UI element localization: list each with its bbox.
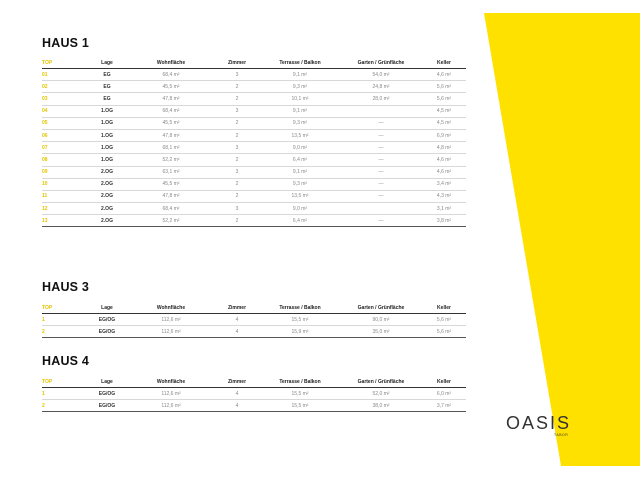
cell-lage: EG/OG xyxy=(86,400,128,412)
cell-zimmer: 3 xyxy=(214,105,260,117)
cell-garten: — xyxy=(340,117,422,129)
section-title: HAUS 3 xyxy=(42,280,90,294)
cell-garten: 90,0 m² xyxy=(340,314,422,326)
cell-top: 01 xyxy=(42,69,86,81)
cell-keller: 4,5 m² xyxy=(422,105,466,117)
cell-lage: 2.OG xyxy=(86,178,128,190)
haus-1-section xyxy=(42,36,466,227)
cell-top: 10 xyxy=(42,178,86,190)
cell-lage: 1.OG xyxy=(86,142,128,154)
haus-3-table xyxy=(42,302,466,338)
cell-keller: 5,6 m² xyxy=(422,93,466,105)
cell-keller: 5,6 m² xyxy=(422,326,466,338)
cell-lage: 2.OG xyxy=(86,215,128,227)
cell-garten xyxy=(340,105,422,117)
haus-4-section xyxy=(42,354,466,412)
cell-keller: 6,9 m² xyxy=(422,129,466,141)
haus-3-section xyxy=(42,280,466,338)
column-header-garten: Garten / Grünfläche xyxy=(340,376,422,388)
cell-lage: 1.OG xyxy=(86,105,128,117)
column-header-terrasse: Terrasse / Balkon xyxy=(260,57,340,69)
cell-keller: 5,6 m² xyxy=(422,81,466,93)
cell-wohnflaeche: 68,4 m² xyxy=(128,203,214,215)
cell-keller: 6,0 m² xyxy=(422,388,466,400)
cell-top: 06 xyxy=(42,129,86,141)
cell-garten: 28,0 m² xyxy=(340,93,422,105)
haus-1-table xyxy=(42,57,466,227)
cell-terrasse: 15,5 m² xyxy=(260,314,340,326)
table-row xyxy=(42,129,466,141)
cell-zimmer: 2 xyxy=(214,154,260,166)
cell-lage: EG/OG xyxy=(86,314,128,326)
haus-4-table xyxy=(42,376,466,412)
cell-wohnflaeche: 112,6 m² xyxy=(128,388,214,400)
column-header-keller: Keller xyxy=(422,57,466,69)
cell-terrasse: 10,1 m² xyxy=(260,93,340,105)
cell-zimmer: 2 xyxy=(214,117,260,129)
cell-garten: — xyxy=(340,166,422,178)
column-header-top: TOP xyxy=(42,57,86,69)
cell-garten: — xyxy=(340,154,422,166)
cell-top: 05 xyxy=(42,117,86,129)
table-row xyxy=(42,166,466,178)
cell-top: 07 xyxy=(42,142,86,154)
column-header-lage: Lage xyxy=(86,376,128,388)
cell-keller: 4,6 m² xyxy=(422,154,466,166)
cell-wohnflaeche: 112,6 m² xyxy=(128,400,214,412)
cell-lage: EG xyxy=(86,81,128,93)
section-title: HAUS 1 xyxy=(42,36,90,50)
cell-zimmer: 4 xyxy=(214,314,260,326)
cell-top: 02 xyxy=(42,81,86,93)
table-row xyxy=(42,190,466,202)
cell-keller: 4,6 m² xyxy=(422,69,466,81)
table-row xyxy=(42,215,466,227)
cell-wohnflaeche: 45,5 m² xyxy=(128,178,214,190)
cell-keller: 3,7 m² xyxy=(422,400,466,412)
cell-garten: 35,0 m² xyxy=(340,326,422,338)
cell-lage: 2.OG xyxy=(86,190,128,202)
table-row xyxy=(42,400,466,412)
cell-top: 1 xyxy=(42,388,86,400)
column-header-terrasse: Terrasse / Balkon xyxy=(260,376,340,388)
column-header-garten: Garten / Grünfläche xyxy=(340,57,422,69)
cell-garten xyxy=(340,203,422,215)
oasis-tabor-logo xyxy=(506,413,572,437)
column-header-top: TOP xyxy=(42,302,86,314)
table-header-row xyxy=(42,376,466,388)
cell-wohnflaeche: 112,6 m² xyxy=(128,326,214,338)
cell-terrasse: 9,0 m² xyxy=(260,142,340,154)
cell-lage: 1.OG xyxy=(86,129,128,141)
cell-terrasse: 9,1 m² xyxy=(260,69,340,81)
cell-top: 2 xyxy=(42,326,86,338)
table-header-row xyxy=(42,57,466,69)
cell-keller: 4,8 m² xyxy=(422,142,466,154)
table-row xyxy=(42,154,466,166)
cell-garten: — xyxy=(340,142,422,154)
cell-wohnflaeche: 52,2 m² xyxy=(128,154,214,166)
cell-wohnflaeche: 47,8 m² xyxy=(128,93,214,105)
cell-zimmer: 2 xyxy=(214,178,260,190)
column-header-keller: Keller xyxy=(422,376,466,388)
cell-zimmer: 3 xyxy=(214,69,260,81)
cell-zimmer: 4 xyxy=(214,400,260,412)
table-row xyxy=(42,314,466,326)
cell-keller: 4,6 m² xyxy=(422,166,466,178)
logo-wordmark: OASIS xyxy=(506,413,572,433)
table-row xyxy=(42,388,466,400)
cell-zimmer: 2 xyxy=(214,129,260,141)
cell-terrasse: 13,5 m² xyxy=(260,129,340,141)
cell-keller: 5,6 m² xyxy=(422,314,466,326)
column-header-lage: Lage xyxy=(86,57,128,69)
cell-wohnflaeche: 47,8 m² xyxy=(128,190,214,202)
cell-lage: 2.OG xyxy=(86,166,128,178)
cell-lage: 2.OG xyxy=(86,203,128,215)
column-header-wohnflaeche: Wohnfläche xyxy=(128,376,214,388)
column-header-wohnflaeche: Wohnfläche xyxy=(128,302,214,314)
cell-wohnflaeche: 112,6 m² xyxy=(128,314,214,326)
cell-garten: — xyxy=(340,215,422,227)
cell-zimmer: 2 xyxy=(214,81,260,93)
cell-lage: EG/OG xyxy=(86,388,128,400)
cell-garten: 52,0 m² xyxy=(340,388,422,400)
column-header-wohnflaeche: Wohnfläche xyxy=(128,57,214,69)
table-row xyxy=(42,93,466,105)
cell-zimmer: 4 xyxy=(214,326,260,338)
logo-subtitle: TABOR xyxy=(554,433,569,437)
cell-wohnflaeche: 52,2 m² xyxy=(128,215,214,227)
column-header-top: TOP xyxy=(42,376,86,388)
cell-garten: 54,0 m² xyxy=(340,69,422,81)
column-header-zimmer: Zimmer xyxy=(214,57,260,69)
cell-top: 12 xyxy=(42,203,86,215)
column-header-terrasse: Terrasse / Balkon xyxy=(260,302,340,314)
table-row xyxy=(42,105,466,117)
cell-terrasse: 9,3 m² xyxy=(260,117,340,129)
cell-top: 08 xyxy=(42,154,86,166)
cell-keller: 4,5 m² xyxy=(422,117,466,129)
table-row xyxy=(42,69,466,81)
cell-top: 04 xyxy=(42,105,86,117)
cell-lage: 1.OG xyxy=(86,154,128,166)
cell-terrasse: 15,9 m² xyxy=(260,326,340,338)
column-header-garten: Garten / Grünfläche xyxy=(340,302,422,314)
cell-top: 2 xyxy=(42,400,86,412)
cell-keller: 3,1 m² xyxy=(422,203,466,215)
cell-terrasse: 9,3 m² xyxy=(260,81,340,93)
cell-top: 11 xyxy=(42,190,86,202)
column-header-zimmer: Zimmer xyxy=(214,376,260,388)
cell-zimmer: 2 xyxy=(214,190,260,202)
cell-zimmer: 3 xyxy=(214,203,260,215)
column-header-zimmer: Zimmer xyxy=(214,302,260,314)
cell-wohnflaeche: 68,4 m² xyxy=(128,69,214,81)
table-row xyxy=(42,178,466,190)
section-title: HAUS 4 xyxy=(42,354,90,368)
cell-lage: EG xyxy=(86,93,128,105)
cell-top: 1 xyxy=(42,314,86,326)
cell-zimmer: 4 xyxy=(214,388,260,400)
cell-wohnflaeche: 63,1 m² xyxy=(128,166,214,178)
cell-terrasse: 9,1 m² xyxy=(260,105,340,117)
table-row xyxy=(42,326,466,338)
cell-keller: 3,4 m² xyxy=(422,178,466,190)
table-row xyxy=(42,117,466,129)
table-row xyxy=(42,203,466,215)
cell-terrasse: 13,5 m² xyxy=(260,190,340,202)
table-row xyxy=(42,142,466,154)
cell-terrasse: 15,5 m² xyxy=(260,388,340,400)
cell-garten: — xyxy=(340,178,422,190)
cell-zimmer: 2 xyxy=(214,93,260,105)
cell-terrasse: 6,4 m² xyxy=(260,215,340,227)
cell-top: 13 xyxy=(42,215,86,227)
cell-keller: 4,3 m² xyxy=(422,190,466,202)
cell-terrasse: 9,0 m² xyxy=(260,203,340,215)
cell-garten: 38,0 m² xyxy=(340,400,422,412)
cell-terrasse: 15,5 m² xyxy=(260,400,340,412)
cell-wohnflaeche: 47,8 m² xyxy=(128,129,214,141)
cell-keller: 3,8 m² xyxy=(422,215,466,227)
cell-garten: — xyxy=(340,129,422,141)
cell-top: 03 xyxy=(42,93,86,105)
cell-wohnflaeche: 68,4 m² xyxy=(128,105,214,117)
cell-zimmer: 3 xyxy=(214,142,260,154)
cell-wohnflaeche: 45,5 m² xyxy=(128,81,214,93)
table-header-row xyxy=(42,302,466,314)
cell-wohnflaeche: 45,5 m² xyxy=(128,117,214,129)
cell-terrasse: 6,4 m² xyxy=(260,154,340,166)
cell-zimmer: 2 xyxy=(214,215,260,227)
table-row xyxy=(42,81,466,93)
cell-wohnflaeche: 68,1 m² xyxy=(128,142,214,154)
cell-lage: EG xyxy=(86,69,128,81)
cell-top: 09 xyxy=(42,166,86,178)
cell-lage: EG/OG xyxy=(86,326,128,338)
cell-terrasse: 9,3 m² xyxy=(260,178,340,190)
cell-garten: 24,8 m² xyxy=(340,81,422,93)
cell-garten: — xyxy=(340,190,422,202)
column-header-keller: Keller xyxy=(422,302,466,314)
cell-lage: 1.OG xyxy=(86,117,128,129)
cell-terrasse: 9,1 m² xyxy=(260,166,340,178)
column-header-lage: Lage xyxy=(86,302,128,314)
cell-zimmer: 3 xyxy=(214,166,260,178)
